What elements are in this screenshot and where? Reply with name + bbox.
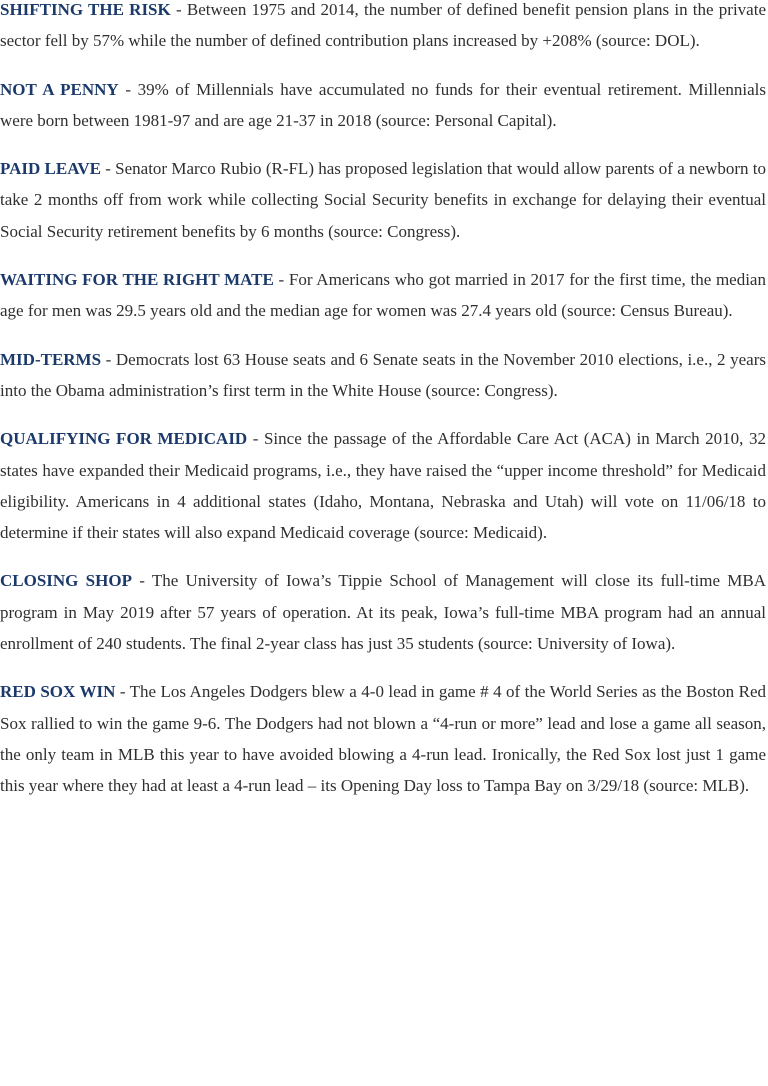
item-red-sox-win (0, 676, 766, 801)
item-heading: RED SOX WIN (0, 682, 116, 702)
item-body: - For Americans who got married in 2017 for the first time, the median age for men was 29.5 years old and the median age for women was 27.4 years old (source: Census Bureau). (0, 270, 766, 321)
item-body: - The University of Iowa’s Tippie School of Management will close its full-time MBA program in May 2019 after 57 years of operation. At its peak, Iowa’s full-time MBA program had an annual enrollment of 240 students. The final 2-year class has just 35 students (source: University of Iowa). (0, 571, 766, 654)
item-not-a-penny (0, 74, 766, 137)
item-qualifying-for-medicaid (0, 423, 766, 548)
item-body: - 39% of Millennials have accumulated no funds for their eventual retirement. Millennials were born between 1981-97 and are age 21-37 in 2018 (source: Personal Capital). (0, 79, 766, 130)
item-heading: NOT A PENNY (0, 79, 119, 99)
item-body: - Democrats lost 63 House seats and 6 Senate seats in the November 2010 elections, i.e., 2 years into the Obama administration’s first term in the White House (source: Congress). (0, 349, 766, 400)
item-heading: MID-TERMS (0, 349, 102, 369)
item-paid-leave (0, 153, 766, 247)
item-shifting-the-risk (0, 0, 766, 57)
item-heading: QUALIFYING FOR MEDICAID (0, 429, 248, 449)
item-heading: SHIFTING THE RISK (0, 0, 171, 19)
item-waiting-for-the-right-mate (0, 264, 766, 327)
item-body: - Since the passage of the Affordable Care Act (ACA) in March 2010, 32 states have expanded their Medicaid programs, i.e., they have raised the “upper income threshold” for Medicaid eligibility. Americans in 4 additional states (Idaho, Montana, Nebraska and Utah) will vote on 11/06/18 to determine if their states will also expand Medicaid coverage (source: Medicaid). (0, 429, 766, 543)
item-heading: CLOSING SHOP (0, 571, 132, 591)
item-body: - The Los Angeles Dodgers blew a 4-0 lead in game # 4 of the World Series as the Boston Red Sox rallied to win the game 9-6. The Dodgers had not blown a “4-run or more” lead and lose a game all season, the only team in MLB this year to have avoided blowing a 4-run lead. Ironically, the Red Sox lost just 1 game this year where they had at least a 4-run lead – its Opening Day loss to Tampa Bay on 3/29/18 (source: MLB). (0, 682, 767, 796)
item-mid-terms (0, 344, 766, 407)
item-heading: PAID LEAVE (0, 159, 101, 179)
item-body: - Senator Marco Rubio (R-FL) has proposed legislation that would allow parents of a newborn to take 2 months off from work while collecting Social Security benefits in exchange for delaying their eventual Social Security retirement benefits by 6 months (source: Congress). (0, 159, 766, 241)
item-heading: WAITING FOR THE RIGHT MATE (0, 270, 274, 290)
item-closing-shop (0, 565, 766, 659)
item-body: - Between 1975 and 2014, the number of defined benefit pension plans in the private sector fell by 57% while the number of defined contribution plans increased by +208% (source: DOL). (0, 0, 766, 51)
